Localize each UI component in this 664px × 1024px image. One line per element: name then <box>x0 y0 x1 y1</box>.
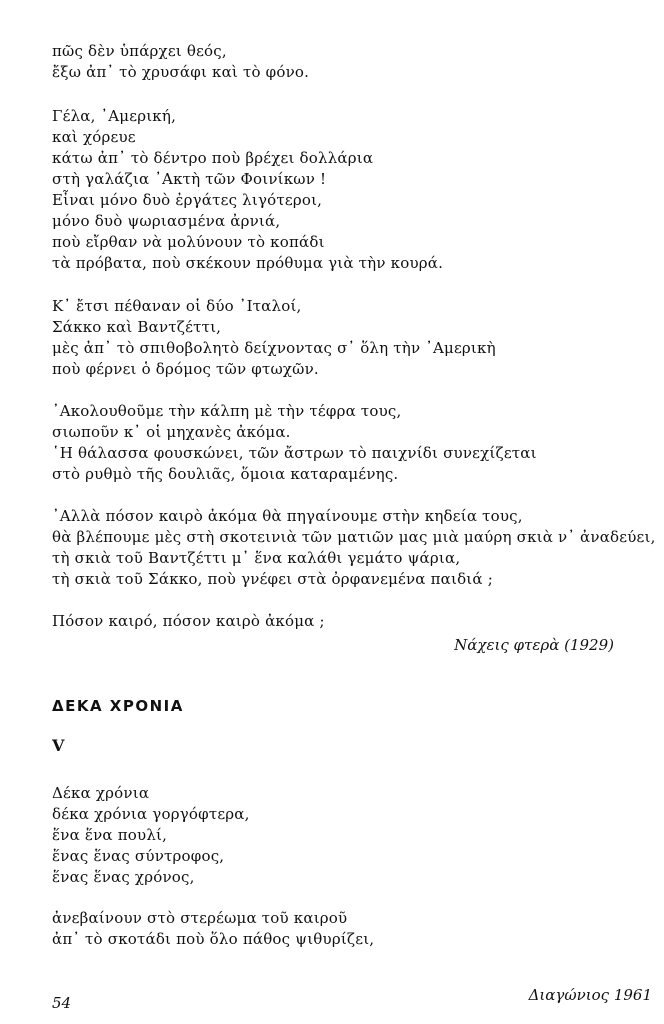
poem-line: ῾Η θάλασσα φουσκώνει, τῶν ἄστρων τὸ παιχνίδι συνεχίζεται <box>52 444 537 462</box>
poem-line: καὶ χόρευε <box>52 128 136 146</box>
poem-line: πῶς δὲν ὑπάρχει θεός, <box>52 42 227 60</box>
poem-line: τὰ πρόβατα, ποὺ σκέκουν πρόθυμα γιὰ τὴν κουρά. <box>52 254 444 272</box>
section-numeral: V <box>52 736 65 755</box>
journal-footer: Διαγώνιος 1961 <box>528 986 652 1004</box>
poem-line: στὴ γαλάζια ᾽Ακτὴ τῶν Φοινίκων ! <box>52 170 327 188</box>
poem-line: ἔξω ἀπ᾽ τὸ χρυσάφι καὶ τὸ φόνο. <box>52 63 310 81</box>
poem-line: τὴ σκιὰ τοῦ Σάκκο, ποὺ γνέφει στὰ ὀρφανεμένα παιδιά ; <box>52 570 493 588</box>
poem-line: Κ᾽ ἔτσι πέθαναν οἱ δύο ᾽Ιταλοί, <box>52 297 302 315</box>
poem-line: σιωποῦν κ᾽ οἱ μηχανὲς ἀκόμα. <box>52 423 291 441</box>
poem-line: ἕνας ἕνας χρόνος, <box>52 868 195 886</box>
poem-title: ΔΕΚΑ ΧΡΟΝΙΑ <box>52 697 184 715</box>
poem-line: κάτω ἀπ᾽ τὸ δέντρο ποὺ βρέχει δολλάρια <box>52 149 374 167</box>
poem-line: ἀπ᾽ τὸ σκοτάδι ποὺ ὅλο πάθος ψιθυρίζει, <box>52 930 375 948</box>
poem-line: ποὺ φέρνει ὁ δρόμος τῶν φτωχῶν. <box>52 360 319 378</box>
poem-line: ἕνα ἕνα πουλί, <box>52 826 168 844</box>
poem-line: στὸ ρυθμὸ τῆς δουλιᾶς, ὅμοια καταραμένης. <box>52 465 399 483</box>
poem-line: μόνο δυὸ ψωριασμένα ἀρνιά, <box>52 212 281 230</box>
poem-line: ποὺ εἴρθαν νὰ μολύνουν τὸ κοπάδι <box>52 233 325 251</box>
page-number: 54 <box>52 994 72 1012</box>
poem-line: ᾽Ακολουθοῦμε τὴν κάλπη μὲ τὴν τέφρα τους, <box>52 402 402 420</box>
poem-line: ᾽Αλλὰ πόσον καιρὸ ἀκόμα θὰ πηγαίνουμε στὴν κηδεία τους, <box>52 507 523 525</box>
poem-line: Γέλα, ᾽Αμερική, <box>52 107 177 125</box>
poem-line: Σάκκο καὶ Βαντζέττι, <box>52 318 222 336</box>
poem-line: Πόσον καιρό, πόσον καιρὸ ἀκόμα ; <box>52 612 325 630</box>
poem-line: δέκα χρόνια γοργόφτερα, <box>52 805 250 823</box>
poem-line: μὲς ἀπ᾽ τὸ σπιθοβολητὸ δείχνοντας σ᾽ ὅλη τὴν ᾽Αμερικὴ <box>52 339 496 357</box>
poem-line: ἀνεβαίνουν στὸ στερέωμα τοῦ καιροῦ <box>52 909 348 927</box>
poem-line: Δέκα χρόνια <box>52 784 150 802</box>
poem-source: Νάχεις φτερὰ (1929) <box>454 636 614 654</box>
poem-line: ἕνας ἕνας σύντροφος, <box>52 847 225 865</box>
poem-line: Εἶναι μόνο δυὸ ἐργάτες λιγότεροι, <box>52 191 323 209</box>
poem-line: τὴ σκιὰ τοῦ Βαντζέττι μ᾽ ἕνα καλάθι γεμάτο ψάρια, <box>52 549 461 567</box>
poem-line: θὰ βλέπουμε μὲς στὴ σκοτεινιὰ τῶν ματιῶν μας μιὰ μαύρη σκιὰ ν᾽ ἀναδεύει, <box>52 528 656 546</box>
